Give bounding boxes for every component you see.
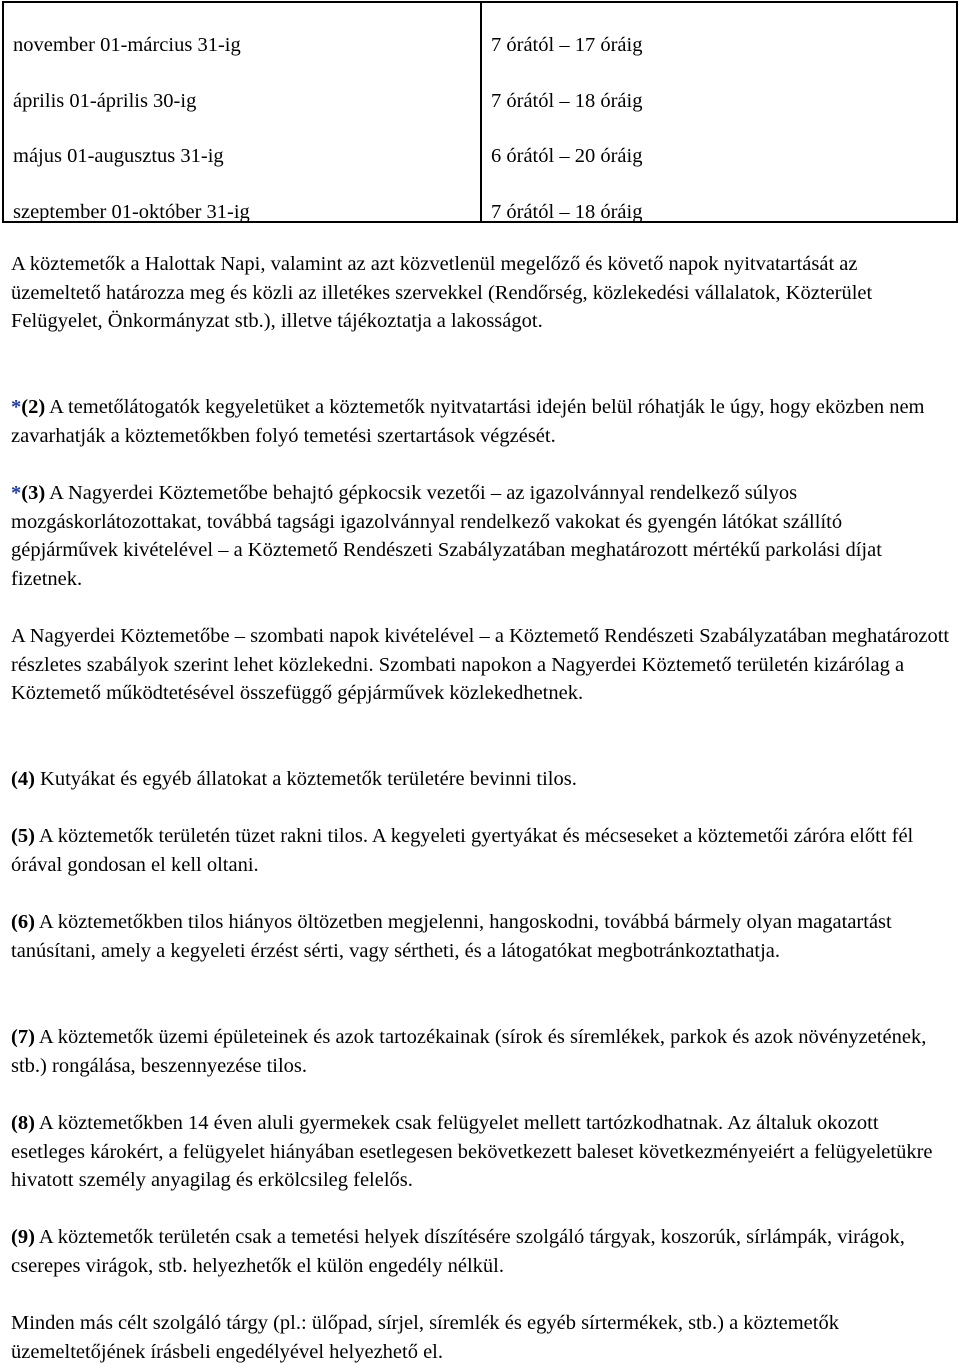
paragraph-number: (4) <box>11 768 35 790</box>
amendment-marker: * <box>11 396 22 418</box>
paragraph-5 <box>11 822 951 879</box>
paragraph-text: A köztemetők területén tüzet rakni tilos. A kegyeleti gyertyákat és mécseseket a köztemetői záróra előtt fél órával gondosan el kell oltani. <box>11 825 914 876</box>
hours-cell: 7 órától – 18 óráig <box>491 90 643 112</box>
paragraph-text: A köztemetőkben tilos hiányos öltözetben megjelenni, hangoskodni, továbbá bármely olyan magatartást tanúsítani, amely a kegyeleti érzést sérti, vagy sértheti, és a látogatókat megbotránkoztathatja. <box>11 911 892 962</box>
paragraph-number: (8) <box>11 1112 35 1134</box>
period-cell: május 01-augusztus 31-ig <box>13 145 224 167</box>
paragraph-6 <box>11 908 951 965</box>
paragraph-text: A köztemetők területén csak a temetési helyek díszítésére szolgáló tárgyak, koszorúk, sírlámpák, virágok, cserepes virágok, stb. helyezhetők el külön engedély nélkül. <box>11 1226 905 1277</box>
paragraph-other-objects: Minden más célt szolgáló tárgy (pl.: ülőpad, sírjel, síremlék és egyéb sírtermékek, stb.) a köztemetők üzemeltetőjének írásbeli engedélyével helyezhető el. <box>11 1312 839 1363</box>
paragraph-text: A temetőlátogatók kegyeletüket a köztemetők nyitvatartási idején belül róhatják le úgy, hogy eközben nem zavarhatják a köztemetőkben folyó temetési szertartások végzését. <box>11 396 925 447</box>
paragraph-text: A Nagyerdei Köztemetőbe behajtó gépkocsik vezetői – az igazolvánnyal rendelkező súlyos mozgáskorlátozottakat, továbbá tagsági igazolvánnyal rendelkező vakokat és gyengén látókat szállító gépjárművek kivételével – a Köztemető Rendészeti Szabályzatában meghatározott mértékű parkolási díjat fizetnek. <box>11 482 882 591</box>
period-column <box>4 3 482 221</box>
paragraph-7 <box>11 1023 951 1080</box>
period-cell: november 01-március 31-ig <box>13 34 241 56</box>
paragraph-text: A köztemetőkben 14 éven aluli gyermekek csak felügyelet mellett tartózkodhatnak. Az általuk okozott esetleges károkért, a felügyelet hiányában esetlegesen bekövetkezett baleset következményeiért a felügyeletükre hivatott személy anyagilag és erkölcsileg felelős. <box>11 1112 933 1192</box>
hours-cell: 6 órától – 20 óráig <box>491 145 643 167</box>
paragraph-text: Kutyákat és egyéb állatokat a köztemetők területére bevinni tilos. <box>34 768 577 790</box>
paragraph-nagyerdei-traffic: A Nagyerdei Köztemetőbe – szombati napok kivételével – a Köztemető Rendészeti Szabályzatában meghatározott részletes szabályok szerint lehet közlekedni. Szombati napokon a Nagyerdei Köztemető területén kizárólag a Köztemető működtetésével összefüggő gépjárművek közlekedhetnek. <box>11 625 950 705</box>
hours-cell: 7 órától – 17 óráig <box>491 34 643 56</box>
paragraph-halottak-napja: A köztemetők a Halottak Napi, valamint az azt közvetlenül megelőző és követő napok nyitvatartását az üzemeltető határozza meg és közli az illetékes szervekkel (Rendőrség, közlekedési vállalatok, Közterület Felügyelet, Önkormányzat stb.), illetve tájékoztatja a lakosságot. <box>11 253 873 333</box>
paragraph-number: (2) <box>21 396 46 418</box>
paragraph-text: A köztemetők üzemi épületeinek és azok tartozékainak (sírok és síremlékek, parkok és azok növényzetének, stb.) rongálása, beszennyezése tilos. <box>11 1026 927 1077</box>
paragraph-number: (6) <box>11 911 35 933</box>
paragraph-4 <box>11 765 951 794</box>
paragraph-number: (5) <box>11 825 35 847</box>
paragraph-2 <box>11 393 951 450</box>
paragraph-8 <box>11 1109 951 1195</box>
paragraph-3 <box>11 479 951 594</box>
opening-hours-table <box>2 1 958 223</box>
period-cell: szeptember 01-október 31-ig <box>13 201 250 223</box>
paragraph-number: (9) <box>11 1226 35 1248</box>
paragraph-number: (3) <box>21 482 46 504</box>
hours-column <box>482 3 956 221</box>
amendment-marker: * <box>11 482 22 504</box>
paragraph-9 <box>11 1223 951 1280</box>
hours-cell: 7 órától – 18 óráig <box>491 201 643 223</box>
period-cell: április 01-április 30-ig <box>13 90 197 112</box>
paragraph-number: (7) <box>11 1026 35 1048</box>
